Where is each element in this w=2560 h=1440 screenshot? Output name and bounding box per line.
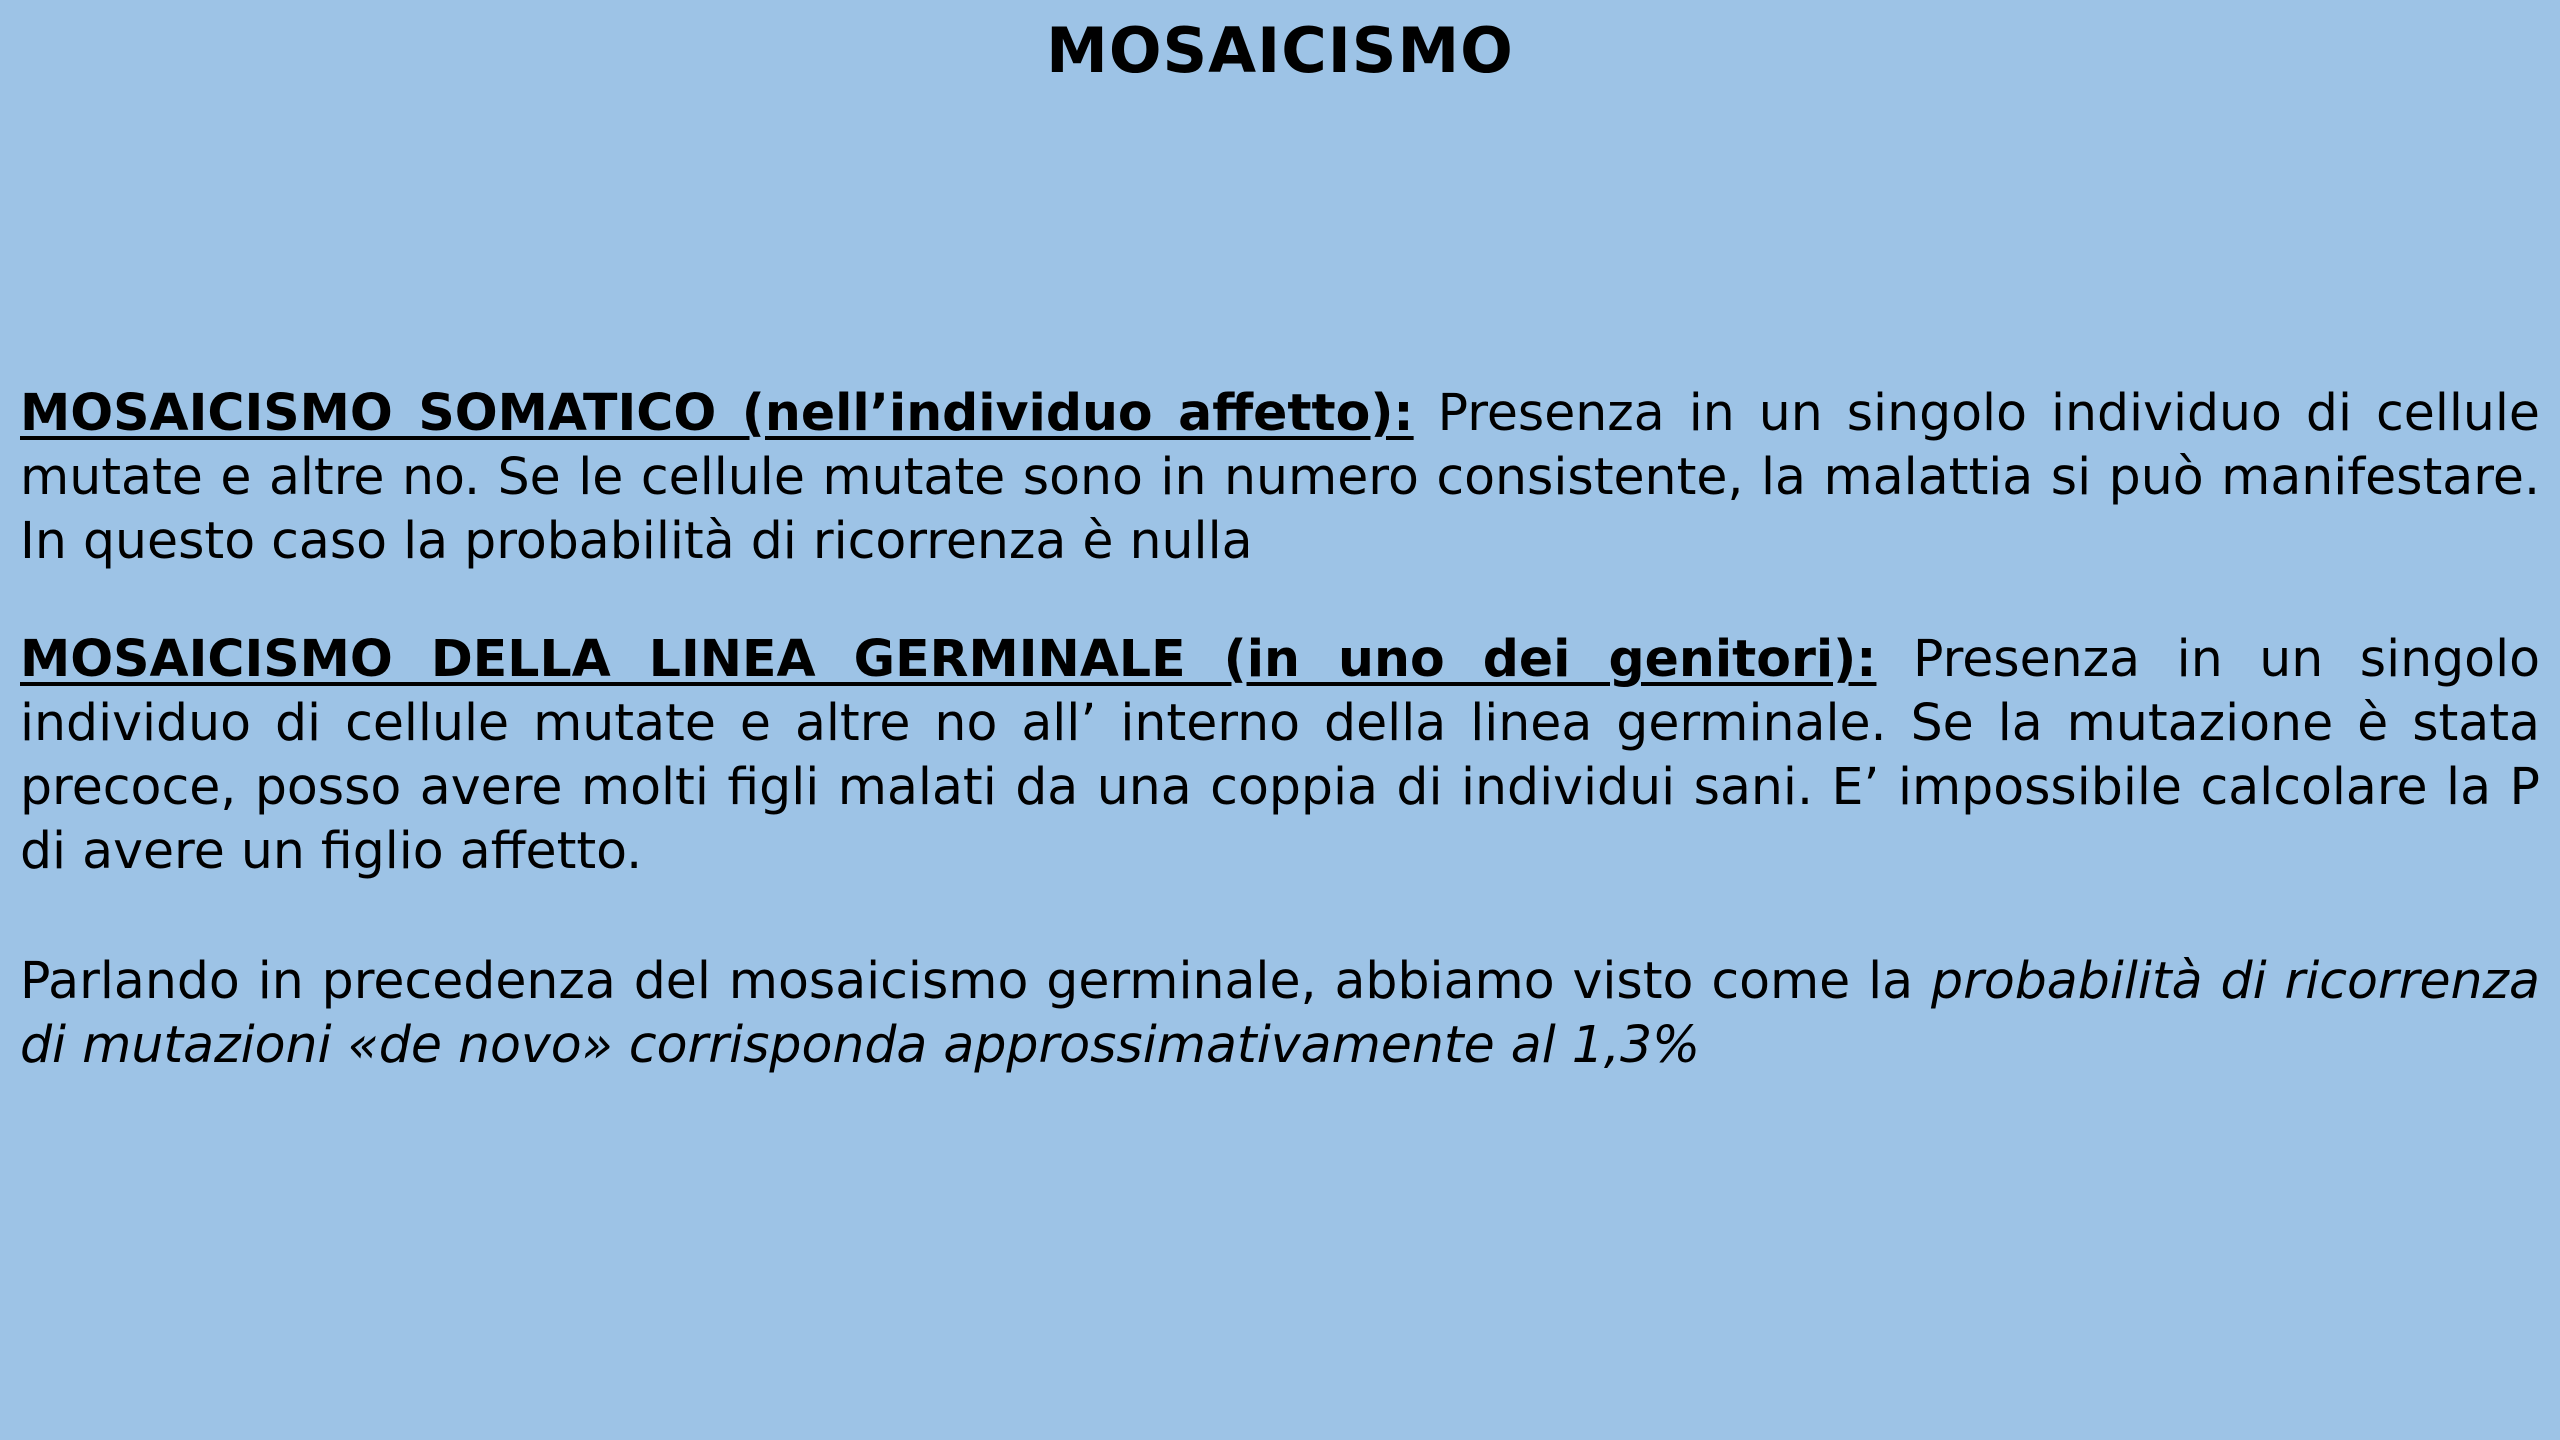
- recurrence-intro-text: Parlando in precedenza del mosaicismo germinale, abbiamo visto come la: [20, 951, 1932, 1010]
- paragraph-germline-mosaicism: [20, 627, 2540, 883]
- somatic-mosaicism-heading: MOSAICISMO SOMATICO (nell’individuo affetto):: [20, 383, 1414, 442]
- paragraph-somatic-mosaicism: [20, 381, 2540, 573]
- recurrence-probability-emphasis: probabilità di ricorrenza di mutazioni «de novo» corrisponda approssimativamente al 1,3%: [20, 951, 2541, 1074]
- slide-title: MOSAICISMO: [1046, 14, 1514, 87]
- paragraph-recurrence-probability: [20, 949, 2540, 1077]
- germline-mosaicism-heading: MOSAICISMO DELLA LINEA GERMINALE (in uno dei genitori):: [20, 629, 1877, 688]
- somatic-mosaicism-text: Presenza in un singolo individuo di cellule mutate e altre no. Se le cellule mutate sono in numero consistente, la malattia si può manifestare. In questo caso la probabilità di ricorrenza è nulla: [20, 383, 2541, 570]
- germline-mosaicism-text: Presenza in un singolo individuo di cellule mutate e altre no all’ interno della linea germinale. Se la mutazione è stata precoce, posso avere molti figli malati da una coppia di individui sani. E’ impossibile calcolare la P di avere un figlio affetto.: [20, 629, 2540, 880]
